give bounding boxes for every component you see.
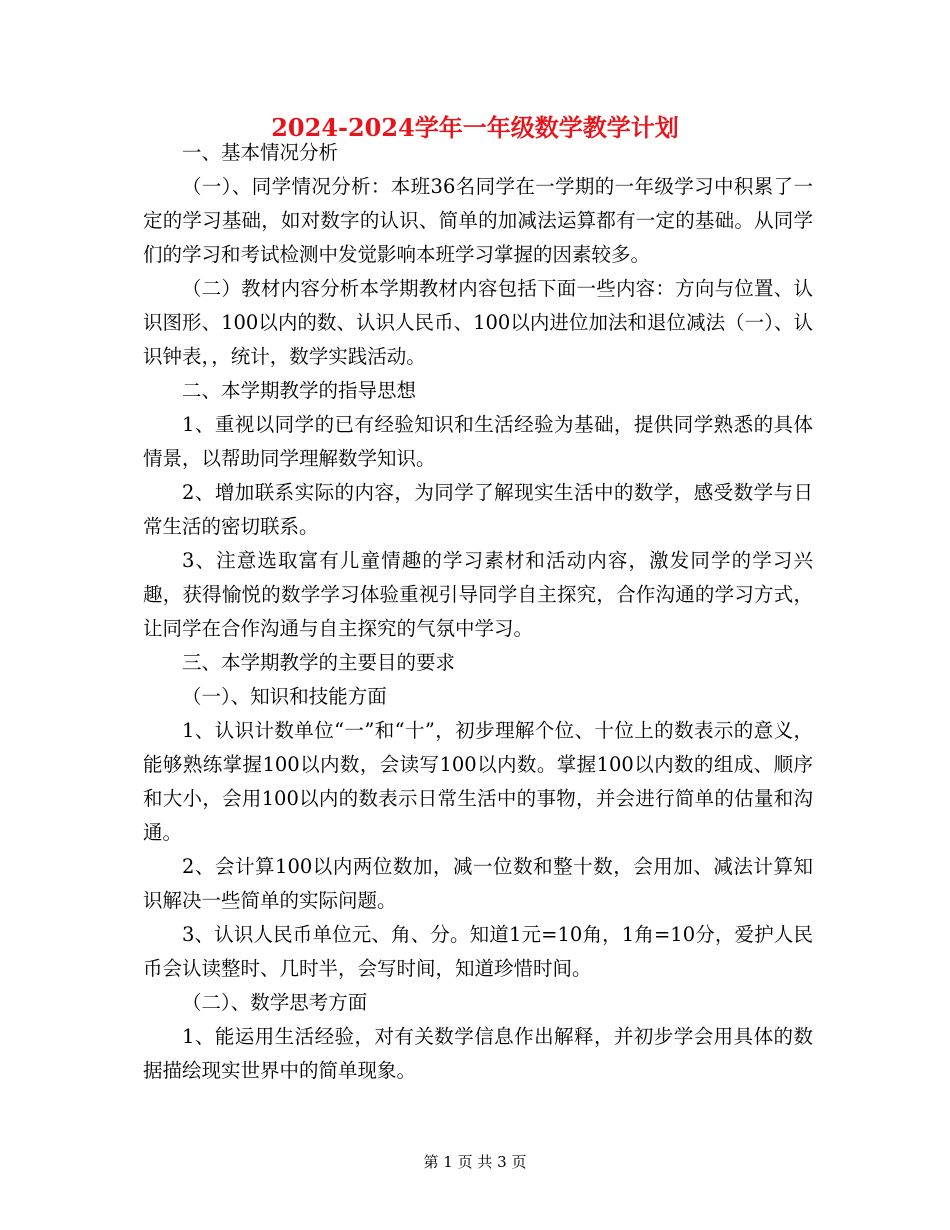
paragraph-student-analysis: （一）、同学情况分析：本班36名同学在一学期的一年级学习中积累了一定的学习基础，如对数字的认识、简单的加减法运算都有一定的基础。从同学们的学习和考试检测中发觉影响本班学习掌握的因素较多。 <box>143 175 813 266</box>
subheading-knowledge-skills: （一）、知识和技能方面 <box>182 685 387 708</box>
document-body <box>143 136 813 1088</box>
paragraph-goal-1: 1、认识计数单位“一”和“十”，初步理解个位、十位上的数表示的意义，能够熟练掌握100以内数，会读写100以内数。掌握100以内数的组成、顺序和大小，会用100以内的数表示日常生活中的事物，并会进行简单的估量和沟通。 <box>143 719 813 844</box>
subheading-math-thinking: （二）、数学思考方面 <box>182 991 368 1014</box>
paragraph-goal-2: 2、会计算100以内两位数加，减一位数和整十数，会用加、减法计算知识解决一些简单的实际问题。 <box>143 855 813 912</box>
paragraph-guiding-1: 1、重视以同学的已有经验知识和生活经验为基础，提供同学熟悉的具体情景，以帮助同学理解数学知识。 <box>143 413 813 470</box>
paragraph-guiding-3: 3、注意选取富有儿童情趣的学习素材和活动内容，激发同学的学习兴趣，获得愉悦的数学学习体验重视引导同学自主探究，合作沟通的学习方式，让同学在合作沟通与自主探究的气氛中学习。 <box>143 549 813 640</box>
document-title: 2024-2024学年一年级数学教学计划 <box>271 113 679 142</box>
heading-guiding-ideology: 二、本学期教学的指导思想 <box>182 379 417 402</box>
heading-basic-analysis: 一、基本情况分析 <box>182 141 339 164</box>
paragraph-thinking-1: 1、能运用生活经验，对有关数学信息作出解释，并初步学会用具体的数据描绘现实世界中的简单现象。 <box>143 1025 813 1082</box>
paragraph-goal-3: 3、认识人民币单位元、角、分。知道1元=10角，1角=10分，爱护人民币会认读整时、几时半，会写时间，知道珍惜时间。 <box>143 923 813 980</box>
heading-main-goals: 三、本学期教学的主要目的要求 <box>182 651 456 674</box>
page-footer: 第 1 页 共 3 页 <box>423 1153 527 1171</box>
paragraph-textbook-analysis: （二）教材内容分析本学期教材内容包括下面一些内容：方向与位置、认识图形、100以内的数、认识人民币、100以内进位加法和退位减法（一）、认识钟表，，统计，数学实践活动。 <box>143 277 813 368</box>
paragraph-guiding-2: 2、增加联系实际的内容，为同学了解现实生活中的数学，感受数学与日常生活的密切联系。 <box>143 481 813 538</box>
